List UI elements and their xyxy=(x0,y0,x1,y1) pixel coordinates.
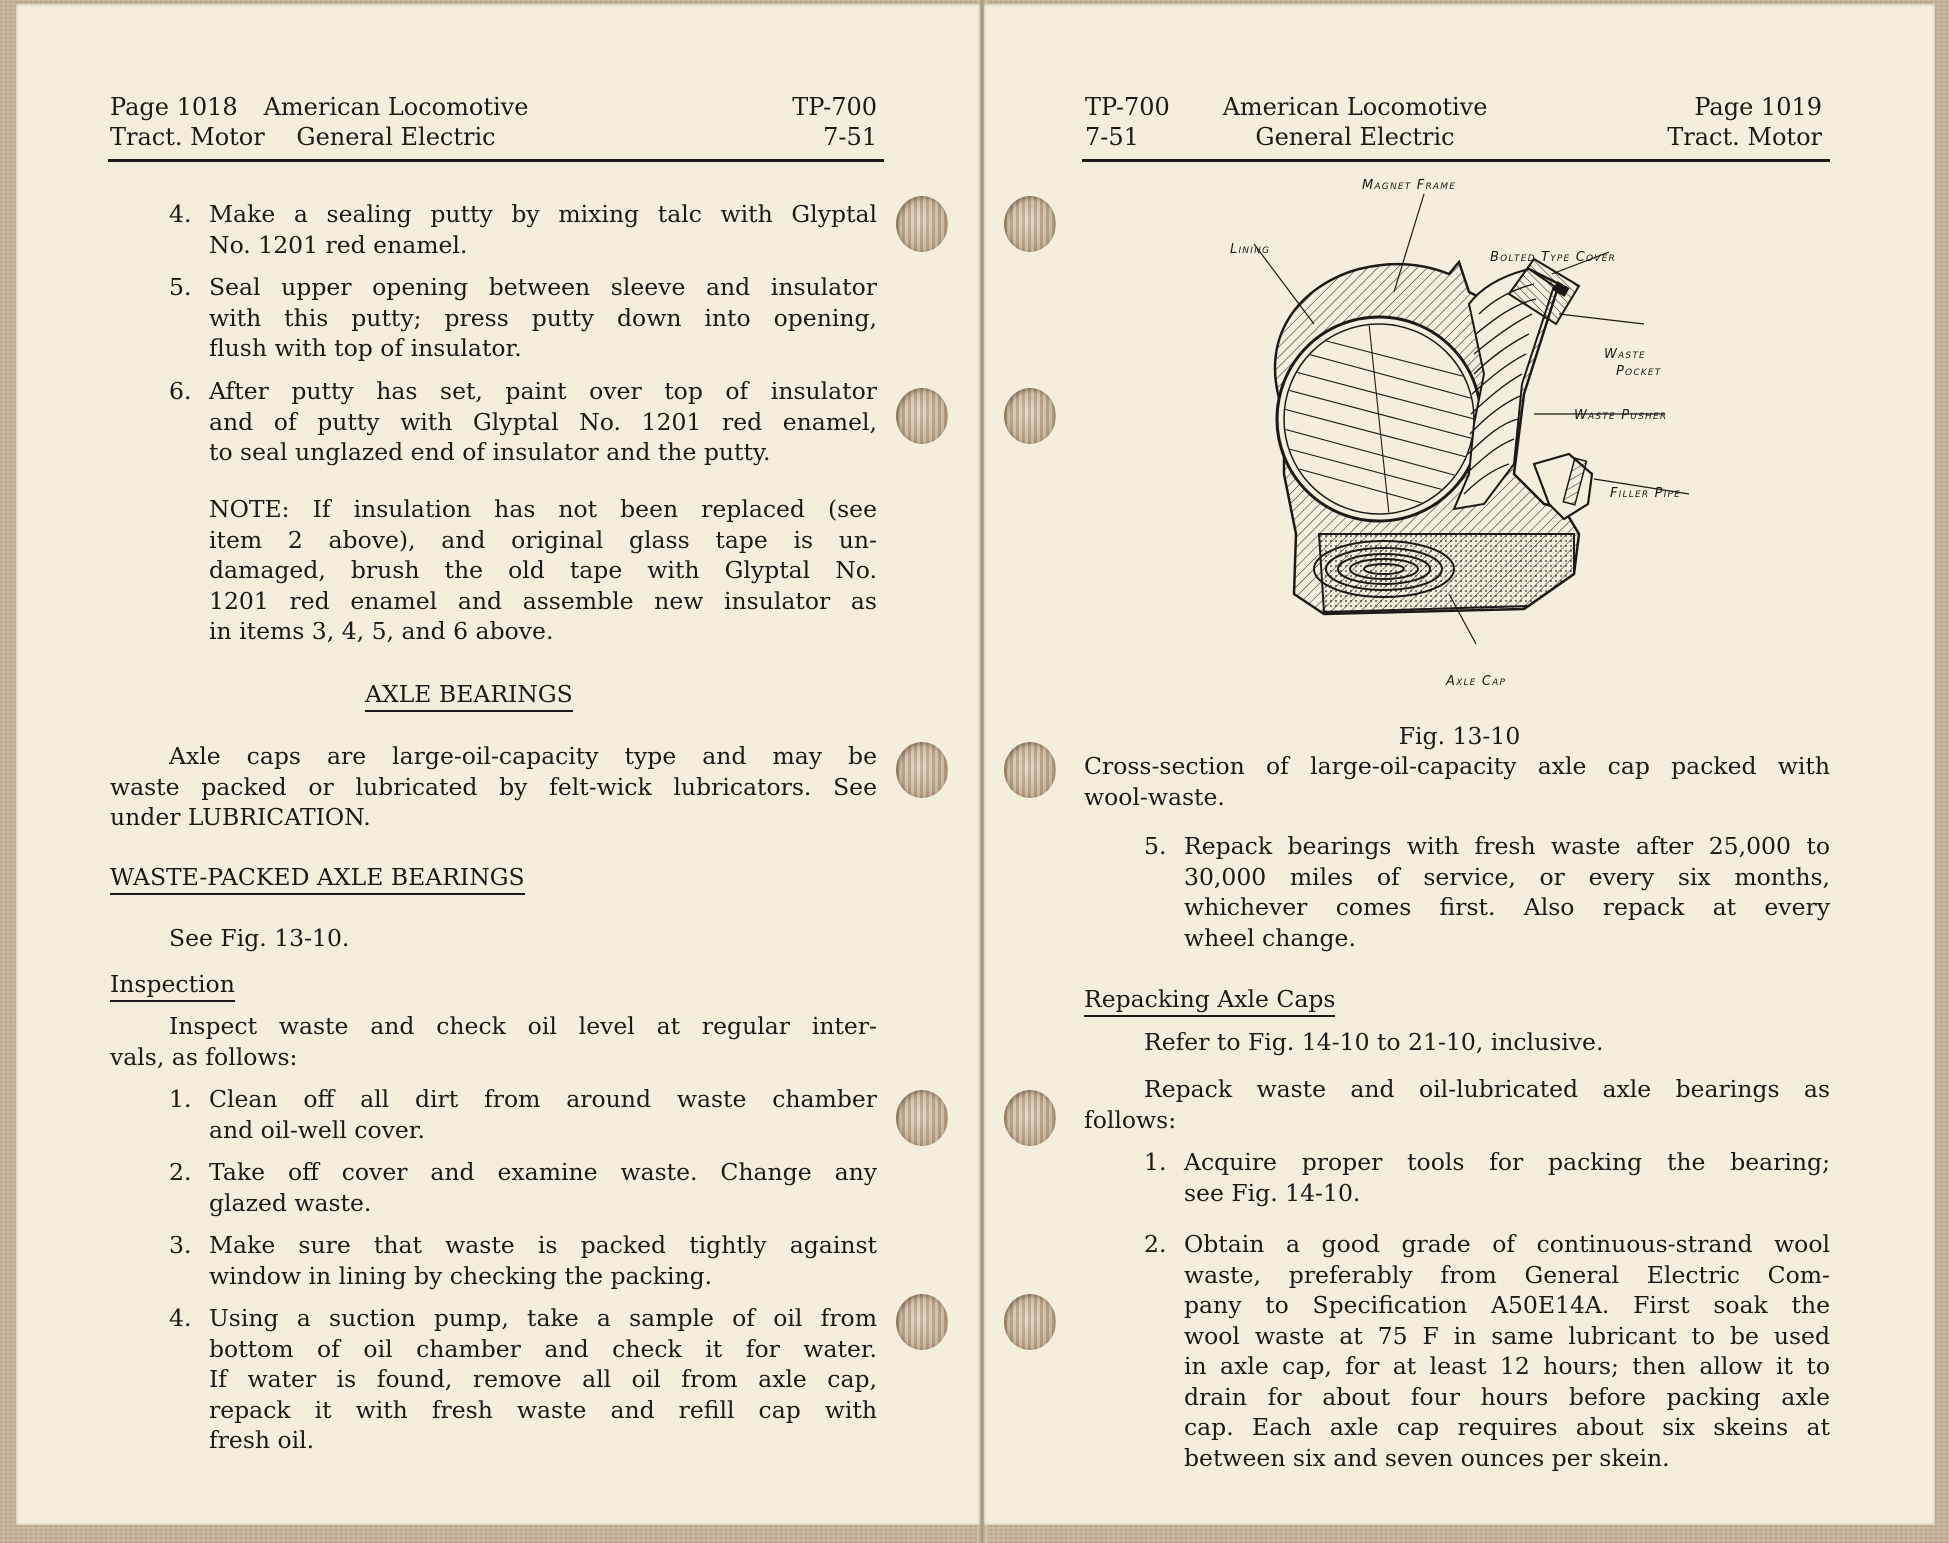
numbered-step xyxy=(1144,1147,1830,1208)
step-text xyxy=(209,272,877,364)
text-line: NOTE: If insulation has not been replaced (see xyxy=(209,495,877,523)
axle-bearings-heading xyxy=(365,679,573,710)
text-line: Seal upper opening between sleeve and insulator xyxy=(209,273,877,301)
label-filler-pipe: Filler Pipe xyxy=(1610,486,1682,501)
step-number: 4. xyxy=(169,1304,192,1332)
punch-hole-left-5 xyxy=(896,1294,948,1350)
label-lining: Lining xyxy=(1230,242,1271,257)
text-line: Take off cover and examine waste. Change any xyxy=(209,1158,877,1186)
right-page xyxy=(984,4,1935,1525)
left-header-rule xyxy=(108,159,884,162)
repack-paragraph xyxy=(1084,1074,1830,1135)
text-line: bottom of oil chamber and check it for water. xyxy=(209,1334,877,1363)
step-text xyxy=(209,376,877,468)
text-line: Make sure that waste is packed tightly against xyxy=(209,1231,877,1259)
step-number: 2. xyxy=(1144,1230,1167,1258)
left-page xyxy=(16,4,980,1525)
text-line: No. 1201 red enamel. xyxy=(209,230,468,259)
numbered-step xyxy=(169,1230,877,1291)
text-line: see Fig. 14-10. xyxy=(1184,1178,1361,1207)
numbered-step xyxy=(169,376,877,468)
numbered-step xyxy=(169,272,877,364)
right-page-number: Page 1019 xyxy=(1694,93,1822,121)
text-line: in items 3, 4, 5, and 6 above. xyxy=(209,617,554,645)
step-text xyxy=(209,1157,877,1218)
text-line: Make a sealing putty by mixing talc with Glyptal xyxy=(209,200,877,228)
text-line: glazed waste. xyxy=(209,1188,372,1217)
text-line: Clean off all dirt from around waste chamber xyxy=(209,1085,877,1113)
right-section-label: Tract. Motor xyxy=(1667,123,1822,151)
punch-hole-right-1 xyxy=(1004,196,1056,252)
text-line: flush with top of insulator. xyxy=(209,334,522,362)
repacking-heading-text: Repacking Axle Caps xyxy=(1084,985,1335,1017)
note-paragraph xyxy=(209,494,877,647)
step-text xyxy=(209,1230,877,1291)
text-line: item 2 above), and original glass tape is un- xyxy=(209,525,877,554)
step-text xyxy=(209,199,877,260)
waste-packed-heading xyxy=(110,862,525,893)
text-line: damaged, brush the old tape with Glyptal No. xyxy=(209,556,877,584)
text-line: 1201 red enamel and assemble new insulator as xyxy=(209,586,877,615)
punch-hole-right-5 xyxy=(1004,1294,1056,1350)
left-doc-date: 7-51 xyxy=(823,123,877,151)
text-line: window in lining by checking the packing. xyxy=(209,1261,713,1290)
punch-hole-right-2 xyxy=(1004,388,1056,444)
numbered-step xyxy=(169,1084,877,1145)
punch-hole-right-4 xyxy=(1004,1090,1056,1146)
text-line: Obtain a good grade of continuous-strand wool xyxy=(1184,1230,1830,1258)
text-line: repack it with fresh waste and refill cap with xyxy=(209,1395,877,1424)
step-number: 4. xyxy=(169,200,192,228)
text-line: and oil-well cover. xyxy=(209,1115,425,1144)
label-axle-cap: Axle Cap xyxy=(1446,674,1507,689)
text-line: and of putty with Glyptal No. 1201 red enamel, xyxy=(209,407,877,436)
repacking-heading xyxy=(1084,984,1335,1015)
left-section-label: Tract. Motor xyxy=(110,123,265,151)
label-waste-pusher: Waste Pusher xyxy=(1574,408,1668,423)
text-line: Using a suction pump, take a sample of oil from xyxy=(209,1304,877,1332)
step-number: 5. xyxy=(169,273,192,301)
label-bolted-type-cover: Bolted Type Cover xyxy=(1490,250,1616,265)
text-line: to seal unglazed end of insulator and the putty. xyxy=(209,438,771,466)
text-line: wool-waste. xyxy=(1084,782,1225,811)
text-line: wheel change. xyxy=(1184,923,1356,952)
text-line: Cross-section of large-oil-capacity axle cap packed with xyxy=(1084,752,1830,780)
text-line: Inspect waste and check oil level at regular inter- xyxy=(169,1012,877,1040)
label-waste-pocket-1: Waste xyxy=(1604,347,1646,362)
text-line: 30,000 miles of service, or every six months, xyxy=(1184,862,1830,891)
numbered-step xyxy=(169,1303,877,1456)
text-line: Axle caps are large-oil-capacity type and may be xyxy=(169,742,877,770)
right-doc-date: 7-51 xyxy=(1085,123,1139,151)
text-line: with this putty; press putty down into opening, xyxy=(209,303,877,332)
text-line: Acquire proper tools for packing the bearing; xyxy=(1184,1148,1830,1176)
text-line: Repack bearings with fresh waste after 25,000 to xyxy=(1184,832,1830,860)
step-text xyxy=(1184,1229,1830,1473)
text-line: vals, as follows: xyxy=(110,1042,298,1071)
figure-label: Fig. 13-10 xyxy=(1398,722,1521,750)
step-text xyxy=(1184,1147,1830,1208)
punch-hole-left-1 xyxy=(896,196,948,252)
numbered-step xyxy=(169,1157,877,1218)
left-doc-number: TP-700 xyxy=(792,93,877,121)
right-header-company-2: General Electric xyxy=(1255,123,1455,151)
label-magnet-frame: Magnet Frame xyxy=(1362,178,1457,193)
right-header-rule xyxy=(1082,159,1830,162)
numbered-step xyxy=(1144,831,1830,953)
text-line: under LUBRICATION. xyxy=(110,803,371,831)
text-line: between six and seven ounces per skein. xyxy=(1184,1443,1670,1472)
text-line: wool waste at 75 F in same lubricant to be used xyxy=(1184,1321,1830,1350)
step-number: 2. xyxy=(169,1158,192,1186)
left-page-number: Page 1018 xyxy=(110,93,238,121)
text-line: waste, preferably from General Electric Com- xyxy=(1184,1260,1830,1289)
step-text xyxy=(1184,831,1830,953)
inspection-heading-text: Inspection xyxy=(110,970,235,1002)
text-line: Repack waste and oil-lubricated axle bearings as xyxy=(1144,1075,1830,1103)
right-header-company-1: American Locomotive xyxy=(1222,93,1488,121)
text-line: fresh oil. xyxy=(209,1426,315,1454)
step-text xyxy=(209,1303,877,1456)
inspection-heading xyxy=(110,969,235,1000)
text-line: in axle cap, for at least 12 hours; then allow it to xyxy=(1184,1352,1830,1380)
figure-caption xyxy=(1084,751,1830,812)
step-number: 1. xyxy=(169,1085,192,1113)
numbered-step xyxy=(1144,1229,1830,1473)
text-line: After putty has set, paint over top of insulator xyxy=(209,377,877,405)
left-header-company-2: General Electric xyxy=(296,123,496,151)
punch-hole-left-4 xyxy=(896,1090,948,1146)
right-doc-number: TP-700 xyxy=(1085,93,1170,121)
step-number: 1. xyxy=(1144,1148,1167,1176)
text-line: waste packed or lubricated by felt-wick lubricators. See xyxy=(110,772,877,801)
text-line: drain for about four hours before packing axle xyxy=(1184,1382,1830,1411)
inspect-paragraph xyxy=(110,1011,877,1072)
waste-packed-heading-text: WASTE-PACKED AXLE BEARINGS xyxy=(110,863,525,895)
text-line: cap. Each axle cap requires about six skeins at xyxy=(1184,1413,1830,1441)
step-number: 5. xyxy=(1144,832,1167,860)
refer-text: Refer to Fig. 14-10 to 21-10, inclusive. xyxy=(1144,1028,1604,1056)
step-text xyxy=(209,1084,877,1145)
axle-cap-cross-section-figure xyxy=(1184,174,1744,704)
numbered-step xyxy=(169,199,877,260)
axle-bearings-heading-text: AXLE BEARINGS xyxy=(365,680,573,712)
label-waste-pocket-2: Pocket xyxy=(1616,364,1662,379)
text-line: If water is found, remove all oil from axle cap, xyxy=(209,1365,877,1393)
punch-hole-left-2 xyxy=(896,388,948,444)
step-number: 3. xyxy=(169,1231,192,1259)
left-header-company-1: American Locomotive xyxy=(263,93,529,121)
text-line: pany to Specification A50E14A. First soak the xyxy=(1184,1291,1830,1319)
axle-caps-paragraph xyxy=(110,741,877,833)
text-line: whichever comes first. Also repack at every xyxy=(1184,893,1830,921)
punch-hole-left-3 xyxy=(896,742,948,798)
punch-hole-right-3 xyxy=(1004,742,1056,798)
see-fig-text: See Fig. 13-10. xyxy=(169,924,350,952)
text-line: follows: xyxy=(1084,1105,1177,1134)
step-number: 6. xyxy=(169,377,192,405)
